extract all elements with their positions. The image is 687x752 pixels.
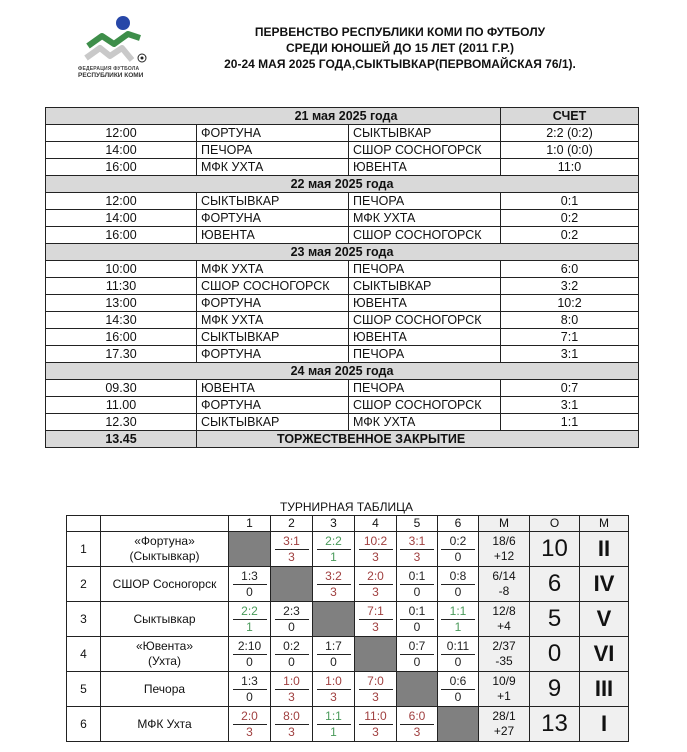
match-time: 09.30 — [46, 380, 197, 397]
self-match-cell — [438, 707, 479, 742]
result-score: 1:3 — [233, 674, 267, 690]
match-result-cell — [355, 672, 397, 707]
match-score: 10:2 — [501, 295, 639, 312]
result-score: 2:2 — [233, 604, 267, 620]
column-header: 4 — [355, 516, 397, 532]
result-fraction — [359, 604, 393, 635]
match-score: 0:2 — [501, 227, 639, 244]
result-points: 3 — [413, 724, 421, 739]
result-score: 0:2 — [275, 639, 309, 655]
standings-row — [67, 532, 629, 567]
match-score: 3:1 — [501, 397, 639, 414]
match-row — [46, 210, 639, 227]
match-result-cell — [271, 672, 313, 707]
standings-row — [67, 707, 629, 742]
column-header: О — [530, 516, 580, 532]
match-row — [46, 329, 639, 346]
match-result-cell — [438, 637, 479, 672]
home-team: ФОРТУНА — [197, 346, 349, 363]
football-federation-emblem-icon — [78, 14, 164, 66]
result-fraction — [441, 534, 475, 565]
match-result-cell — [313, 707, 355, 742]
result-score: 0:7 — [400, 639, 434, 655]
match-result-cell — [355, 707, 397, 742]
result-points: 0 — [330, 654, 337, 669]
team-name-line1: Сыктывкар — [133, 611, 196, 626]
column-header: 2 — [271, 516, 313, 532]
team-name — [101, 707, 229, 742]
home-team: МФК УХТА — [197, 159, 349, 176]
team-name-line1: СШОР Сосногорск — [112, 576, 217, 591]
match-result-cell — [355, 602, 397, 637]
schedule-table — [45, 107, 639, 448]
match-score: 11:0 — [501, 159, 639, 176]
result-points: 3 — [288, 549, 295, 564]
logo-text-line2: РЕСПУБЛИКИ КОМИ — [78, 72, 144, 79]
home-team: СШОР СОСНОГОРСК — [197, 278, 349, 295]
match-row — [46, 346, 639, 363]
result-score: 0:1 — [400, 569, 434, 585]
result-fraction — [441, 639, 475, 670]
match-row — [46, 414, 639, 431]
home-team: МФК УХТА — [197, 261, 349, 278]
result-score: 1:1 — [441, 604, 475, 620]
points-cell: 5 — [530, 602, 580, 637]
match-score: 6:0 — [501, 261, 639, 278]
match-result-cell — [397, 567, 438, 602]
match-row — [46, 380, 639, 397]
goals-cell — [479, 672, 530, 707]
result-score: 6:0 — [400, 709, 434, 725]
result-fraction — [317, 569, 351, 600]
team-name — [101, 637, 229, 672]
match-result-cell — [271, 637, 313, 672]
away-team: МФК УХТА — [349, 210, 501, 227]
closing-label: ТОРЖЕСТВЕННОЕ ЗАКРЫТИЕ — [197, 431, 639, 448]
goals-cell — [479, 707, 530, 742]
away-team: МФК УХТА — [349, 414, 501, 431]
result-points: 3 — [372, 584, 379, 599]
standings-title: ТУРНИРНАЯ ТАБЛИЦА — [279, 500, 414, 514]
match-score: 8:0 — [501, 312, 639, 329]
away-team: СЫКТЫВКАР — [349, 125, 501, 142]
match-score: 1:0 (0:0) — [501, 142, 639, 159]
result-fraction — [441, 674, 475, 705]
result-score: 0:6 — [441, 674, 475, 690]
team-name — [101, 567, 229, 602]
result-fraction — [275, 534, 309, 565]
match-score: 2:2 (0:2) — [501, 125, 639, 142]
self-match-cell — [397, 672, 438, 707]
result-points: 3 — [372, 549, 379, 564]
column-header — [101, 516, 229, 532]
result-fraction — [359, 709, 393, 740]
result-fraction — [275, 674, 309, 705]
result-score: 2:10 — [233, 639, 267, 655]
day-header-row — [46, 108, 639, 125]
result-fraction — [317, 709, 351, 740]
result-points: 0 — [246, 584, 253, 599]
goals-cell — [479, 637, 530, 672]
closing-time: 13.45 — [46, 431, 197, 448]
match-row — [46, 295, 639, 312]
result-points: 0 — [288, 654, 295, 669]
result-points: 0 — [454, 654, 462, 669]
result-score: 7:0 — [359, 674, 393, 690]
result-score: 2:0 — [359, 569, 393, 585]
match-time: 14:00 — [46, 210, 197, 227]
match-row — [46, 142, 639, 159]
score-column-header: СЧЕТ — [501, 108, 639, 125]
match-score: 7:1 — [501, 329, 639, 346]
result-points: 1 — [246, 619, 253, 634]
self-match-cell — [313, 602, 355, 637]
day-label: 24 мая 2025 года — [46, 363, 639, 380]
match-score: 0:1 — [501, 193, 639, 210]
result-fraction — [400, 604, 434, 635]
day-header-row — [46, 363, 639, 380]
match-result-cell — [229, 567, 271, 602]
result-fraction — [317, 534, 351, 565]
day-header-row — [46, 244, 639, 261]
match-time: 10:00 — [46, 261, 197, 278]
match-result-cell — [271, 707, 313, 742]
result-fraction — [441, 604, 475, 635]
match-result-cell — [355, 567, 397, 602]
result-points: 1 — [330, 724, 337, 739]
away-team: ПЕЧОРА — [349, 346, 501, 363]
match-row — [46, 159, 639, 176]
result-points: 3 — [330, 689, 337, 704]
result-fraction — [275, 709, 309, 740]
result-fraction — [233, 639, 267, 670]
result-score: 0:2 — [441, 534, 475, 550]
place-cell: II — [580, 532, 629, 567]
column-header: М — [479, 516, 530, 532]
result-points: 3 — [372, 689, 379, 704]
goal-difference: +4 — [497, 619, 511, 633]
team-name — [101, 672, 229, 707]
result-points: 0 — [413, 619, 421, 634]
goals-ratio: 12/8 — [492, 604, 516, 618]
match-result-cell — [313, 637, 355, 672]
away-team: СШОР СОСНОГОРСК — [349, 397, 501, 414]
match-time: 16:00 — [46, 329, 197, 346]
result-points: 3 — [288, 689, 295, 704]
away-team: ЮВЕНТА — [349, 329, 501, 346]
result-points: 0 — [454, 689, 462, 704]
column-header: М — [580, 516, 629, 532]
home-team: ФОРТУНА — [197, 295, 349, 312]
goal-difference: +1 — [497, 689, 511, 703]
match-row — [46, 312, 639, 329]
goals-cell — [479, 602, 530, 637]
match-result-cell — [438, 602, 479, 637]
match-result-cell — [313, 532, 355, 567]
home-team: СЫКТЫВКАР — [197, 329, 349, 346]
team-name — [101, 532, 229, 567]
match-result-cell — [397, 637, 438, 672]
result-score: 3:1 — [400, 534, 434, 550]
team-number: 2 — [67, 567, 101, 602]
away-team: СЫКТЫВКАР — [349, 278, 501, 295]
column-header: 6 — [438, 516, 479, 532]
goal-difference: -8 — [498, 584, 510, 598]
standings-row — [67, 567, 629, 602]
result-points: 1 — [330, 549, 337, 564]
match-result-cell — [271, 602, 313, 637]
match-time: 13:00 — [46, 295, 197, 312]
result-points: 3 — [330, 584, 337, 599]
result-points: 0 — [246, 654, 253, 669]
match-time: 12:00 — [46, 193, 197, 210]
column-header: 3 — [313, 516, 355, 532]
result-score: 10:2 — [359, 534, 393, 550]
result-points: 0 — [454, 549, 462, 564]
match-result-cell — [397, 602, 438, 637]
day-label: 21 мая 2025 года — [46, 108, 501, 125]
home-team: МФК УХТА — [197, 312, 349, 329]
team-name-line1: Печора — [143, 681, 186, 696]
title-line-1: ПЕРВЕНСТВО РЕСПУБЛИКИ КОМИ ПО ФУТБОЛУ — [254, 25, 546, 39]
place-cell: III — [580, 672, 629, 707]
match-row — [46, 397, 639, 414]
goals-cell — [479, 532, 530, 567]
standings-row — [67, 637, 629, 672]
away-team: ЮВЕНТА — [349, 159, 501, 176]
self-match-cell — [271, 567, 313, 602]
match-time: 14:30 — [46, 312, 197, 329]
team-name-line2: (Сыктывкар) — [129, 549, 200, 563]
team-number: 3 — [67, 602, 101, 637]
match-row — [46, 227, 639, 244]
federation-logo — [78, 14, 164, 82]
result-fraction — [317, 639, 351, 670]
match-time: 12:00 — [46, 125, 197, 142]
match-row — [46, 261, 639, 278]
goals-cell — [479, 567, 530, 602]
closing-ceremony-row — [46, 431, 639, 448]
result-score: 0:11 — [441, 639, 475, 655]
team-name-line1: «Фортуна» — [134, 534, 195, 548]
place-cell: VI — [580, 637, 629, 672]
match-time: 16:00 — [46, 159, 197, 176]
result-points: 0 — [454, 584, 462, 599]
column-header — [67, 516, 101, 532]
result-score: 2:3 — [275, 604, 309, 620]
points-cell: 6 — [530, 567, 580, 602]
result-score: 2:0 — [233, 709, 267, 725]
result-score: 1:0 — [317, 674, 351, 690]
goals-ratio: 28/1 — [492, 709, 516, 723]
result-fraction — [233, 674, 267, 705]
match-result-cell — [229, 707, 271, 742]
result-points: 3 — [413, 549, 421, 564]
match-result-cell — [397, 532, 438, 567]
result-score: 1:1 — [317, 709, 351, 725]
column-header: 1 — [229, 516, 271, 532]
team-number: 6 — [67, 707, 101, 742]
result-fraction — [400, 709, 434, 740]
result-fraction — [317, 674, 351, 705]
team-name — [101, 602, 229, 637]
standings-header-row — [67, 516, 629, 532]
result-score: 11:0 — [359, 709, 393, 725]
result-score: 8:0 — [275, 709, 309, 725]
match-score: 3:2 — [501, 278, 639, 295]
goal-difference: -35 — [495, 654, 513, 668]
standings-row — [67, 672, 629, 707]
match-score: 1:1 — [501, 414, 639, 431]
day-label: 22 мая 2025 года — [46, 176, 639, 193]
match-score: 0:7 — [501, 380, 639, 397]
standings-table — [66, 515, 629, 742]
team-name-line1: «Ювента» — [135, 639, 194, 653]
away-team: СШОР СОСНОГОРСК — [349, 312, 501, 329]
team-number: 5 — [67, 672, 101, 707]
result-score: 7:1 — [359, 604, 393, 620]
match-time: 12.30 — [46, 414, 197, 431]
result-score: 3:2 — [317, 569, 351, 585]
team-name-line1: МФК Ухта — [137, 716, 192, 731]
result-fraction — [400, 534, 434, 565]
match-row — [46, 125, 639, 142]
home-team: ФОРТУНА — [197, 210, 349, 227]
away-team: СШОР СОСНОГОРСК — [349, 227, 501, 244]
result-points: 3 — [372, 724, 379, 739]
place-cell: IV — [580, 567, 629, 602]
result-points: 3 — [246, 724, 253, 739]
away-team: ПЕЧОРА — [349, 380, 501, 397]
home-team: СЫКТЫВКАР — [197, 414, 349, 431]
match-result-cell — [438, 672, 479, 707]
result-fraction — [400, 569, 434, 600]
team-number: 1 — [67, 532, 101, 567]
match-score: 3:1 — [501, 346, 639, 363]
home-team: ЮВЕНТА — [197, 380, 349, 397]
place-cell: I — [580, 707, 629, 742]
result-points: 3 — [288, 724, 295, 739]
match-time: 17.30 — [46, 346, 197, 363]
result-points: 0 — [288, 619, 295, 634]
home-team: ФОРТУНА — [197, 125, 349, 142]
logo-text-line1: ФЕДЕРАЦИЯ ФУТБОЛА — [78, 66, 140, 72]
result-points: 0 — [413, 654, 421, 669]
result-score: 1:0 — [275, 674, 309, 690]
page-title — [200, 24, 600, 72]
result-fraction — [275, 639, 309, 670]
place-cell: V — [580, 602, 629, 637]
result-points: 3 — [372, 619, 379, 634]
away-team: СШОР СОСНОГОРСК — [349, 142, 501, 159]
match-result-cell — [229, 602, 271, 637]
team-name-line2: (Ухта) — [148, 654, 181, 668]
day-label: 23 мая 2025 года — [46, 244, 639, 261]
title-line-2: СРЕДИ ЮНОШЕЙ ДО 15 ЛЕТ (2011 Г.Р.) — [285, 41, 515, 55]
self-match-cell — [229, 532, 271, 567]
home-team: ФОРТУНА — [197, 397, 349, 414]
goal-difference: +27 — [493, 724, 515, 738]
result-fraction — [233, 709, 267, 740]
match-result-cell — [438, 567, 479, 602]
team-number: 4 — [67, 637, 101, 672]
result-score: 3:1 — [275, 534, 309, 550]
match-result-cell — [438, 532, 479, 567]
away-team: ПЕЧОРА — [349, 261, 501, 278]
result-score: 0:8 — [441, 569, 475, 585]
result-fraction — [359, 674, 393, 705]
result-score: 1:3 — [233, 569, 267, 585]
result-score: 2:2 — [317, 534, 351, 550]
result-fraction — [233, 604, 267, 635]
away-team: ЮВЕНТА — [349, 295, 501, 312]
home-team: ЮВЕНТА — [197, 227, 349, 244]
points-cell: 9 — [530, 672, 580, 707]
result-score: 1:7 — [317, 639, 351, 655]
match-time: 11.00 — [46, 397, 197, 414]
result-fraction — [400, 639, 434, 670]
self-match-cell — [355, 637, 397, 672]
goals-ratio: 10/9 — [492, 674, 516, 688]
result-fraction — [275, 604, 309, 635]
match-time: 16:00 — [46, 227, 197, 244]
result-points: 0 — [413, 584, 421, 599]
result-fraction — [441, 569, 475, 600]
result-fraction — [359, 534, 393, 565]
result-score: 0:1 — [400, 604, 434, 620]
points-cell: 0 — [530, 637, 580, 672]
home-team: ПЕЧОРА — [197, 142, 349, 159]
points-cell: 13 — [530, 707, 580, 742]
match-result-cell — [271, 532, 313, 567]
result-points: 1 — [454, 619, 462, 634]
match-result-cell — [313, 567, 355, 602]
match-time: 11:30 — [46, 278, 197, 295]
home-team: СЫКТЫВКАР — [197, 193, 349, 210]
points-cell: 10 — [530, 532, 580, 567]
goals-ratio: 6/14 — [492, 569, 516, 583]
match-score: 0:2 — [501, 210, 639, 227]
goal-difference: +12 — [493, 549, 515, 563]
match-result-cell — [313, 672, 355, 707]
match-time: 14:00 — [46, 142, 197, 159]
title-line-3: 20-24 МАЯ 2025 ГОДА,СЫКТЫВКАР(ПЕРВОМАЙСКАЯ 76/1). — [224, 57, 576, 71]
match-result-cell — [397, 707, 438, 742]
match-row — [46, 278, 639, 295]
goals-ratio: 2/37 — [492, 639, 516, 653]
match-result-cell — [229, 637, 271, 672]
result-points: 0 — [246, 689, 253, 704]
day-header-row — [46, 176, 639, 193]
goals-ratio: 18/6 — [492, 534, 516, 548]
result-fraction — [233, 569, 267, 600]
standings-row — [67, 602, 629, 637]
away-team: ПЕЧОРА — [349, 193, 501, 210]
column-header: 5 — [397, 516, 438, 532]
match-row — [46, 193, 639, 210]
result-fraction — [359, 569, 393, 600]
match-result-cell — [229, 672, 271, 707]
match-result-cell — [355, 532, 397, 567]
